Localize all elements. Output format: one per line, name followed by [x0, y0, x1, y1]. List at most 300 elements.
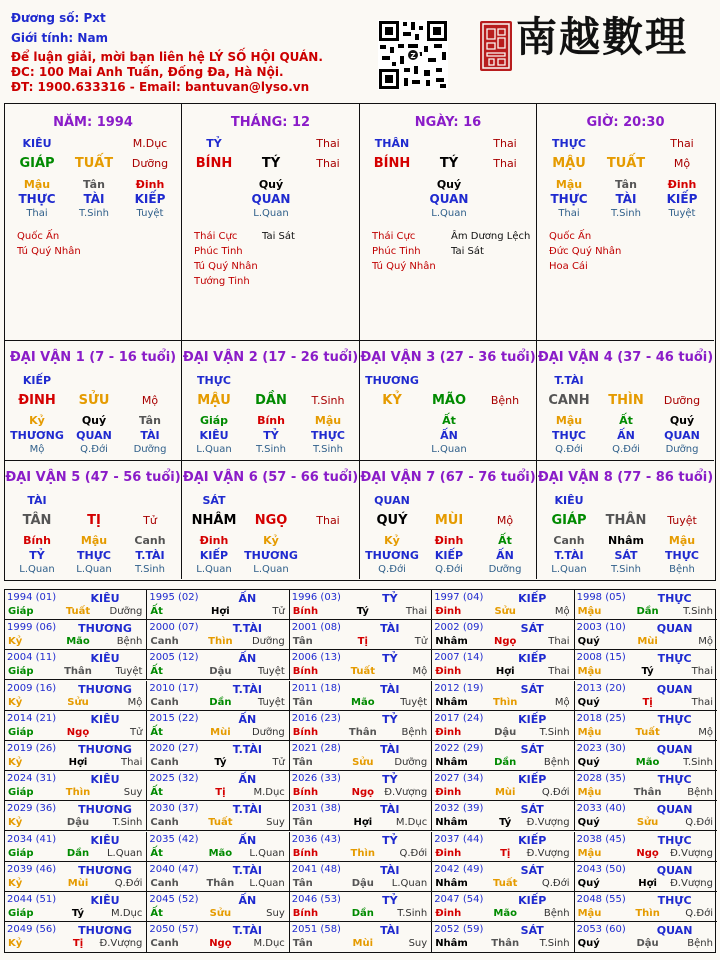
year-god: ẤN — [238, 712, 257, 726]
year-label: 1995 (02) — [149, 592, 199, 603]
hidden-god: THỰC — [311, 429, 345, 442]
year-god: TÀI — [380, 682, 400, 696]
year-cell — [5, 711, 147, 741]
dai-van-stem: KỶ — [382, 393, 402, 408]
year-label: 2032 (39) — [434, 803, 484, 815]
year-label: 2049 (56) — [7, 924, 57, 936]
hidden-stem: Bính — [257, 414, 285, 427]
year-label: 2005 (12) — [149, 652, 199, 664]
year-stem: Quý — [577, 696, 600, 708]
year-branch: Tý — [214, 757, 227, 768]
year-branch: Ngọ — [209, 938, 232, 950]
year-phase: Dưỡng — [251, 636, 285, 648]
year-label: 2048 (55) — [576, 894, 626, 905]
year-cell — [432, 620, 574, 650]
year-god: TÀI — [380, 924, 400, 938]
special-star: Tú Quý Nhân — [372, 261, 436, 272]
year-cell — [432, 741, 574, 771]
dai-van-branch: TỊ — [87, 513, 101, 528]
year-stem: Ất — [150, 787, 163, 799]
hidden-stem: Tân — [139, 414, 161, 427]
hidden-god: TỶ — [263, 429, 279, 442]
special-star: Âm Dương Lệch — [451, 231, 531, 242]
year-phase: Mộ — [698, 636, 713, 648]
year-branch: Mão — [66, 636, 90, 648]
special-star: Hoa Cái — [549, 261, 588, 272]
year-cell — [575, 922, 717, 952]
year-phase: Bệnh — [543, 908, 570, 919]
hidden-god: TÀI — [140, 429, 160, 442]
year-stem: Quý — [577, 938, 600, 950]
year-cell — [575, 862, 717, 892]
hidden-god: QUAN — [76, 429, 112, 442]
year-branch: Dần — [209, 696, 232, 708]
dai-van-branch: MÙI — [434, 513, 464, 528]
dai-van-title: ĐẠI VẬN 3 (27 - 36 tuổi) — [360, 350, 536, 365]
pillar-cell — [537, 104, 714, 341]
hidden-god: KIÊU — [199, 429, 229, 442]
year-branch: Thìn — [350, 847, 376, 859]
dai-van-cell — [537, 461, 714, 579]
year-cell — [290, 771, 432, 801]
year-cell — [5, 771, 147, 801]
year-branch: Mùi — [210, 726, 231, 738]
contact-intro: Để luận giải, mời bạn liên hệ LÝ SỐ HỘI QUÁN. — [11, 50, 323, 64]
year-phase: Bệnh — [116, 636, 143, 648]
year-cell — [432, 681, 574, 711]
hidden-phase: Mộ — [29, 444, 45, 455]
pillar-stem-god: THÂN — [374, 137, 410, 150]
year-stem: Nhâm — [435, 636, 468, 648]
year-label: 2016 (23) — [291, 712, 341, 724]
year-stem: Tân — [292, 817, 313, 829]
year-stem: Giáp — [8, 726, 34, 738]
year-cell — [290, 801, 432, 831]
hidden-phase: L.Quan — [196, 444, 232, 455]
special-star: Tú Quý Nhân — [194, 261, 258, 272]
year-god: SÁT — [520, 924, 544, 938]
year-cell — [575, 832, 717, 862]
year-god: KIẾP — [518, 833, 547, 847]
hidden-god: THƯƠNG — [244, 549, 298, 562]
hidden-phase: L.Quan — [431, 444, 467, 455]
year-cell — [5, 922, 147, 952]
year-branch: Hợi — [353, 817, 373, 829]
logo: 南越數理 — [516, 13, 688, 61]
hidden-stem: Kỷ — [384, 534, 400, 547]
dai-van-branch: NGỌ — [254, 513, 288, 528]
year-god: SÁT — [520, 803, 544, 817]
year-label: 2040 (47) — [149, 863, 199, 875]
year-god: TỶ — [382, 894, 398, 907]
address: ĐC: 100 Mai Anh Tuấn, Đống Đa, Hà Nội. — [11, 65, 284, 79]
year-label: 1996 (03) — [291, 592, 341, 603]
pillar-title: NGÀY: 16 — [414, 115, 482, 130]
year-label: 2037 (44) — [434, 833, 484, 845]
year-label: 2002 (09) — [434, 622, 484, 634]
year-label: 2022 (29) — [434, 743, 484, 754]
hidden-god: THỰC — [552, 429, 586, 442]
year-phase: Q.Đới — [685, 817, 713, 829]
year-cell — [147, 832, 289, 862]
year-stem: Kỷ — [8, 636, 23, 648]
owner-name: Đương số: Pxt — [11, 11, 106, 25]
year-cell — [290, 650, 432, 680]
year-label: 2036 (43) — [291, 833, 341, 845]
hidden-stem: Kỷ — [29, 414, 45, 427]
hidden-stem: Quý — [436, 178, 462, 191]
hidden-god: QUAN — [664, 429, 700, 442]
dai-van-god: THỰC — [197, 374, 231, 387]
year-cell — [5, 590, 147, 620]
hidden-phase: L.Quan — [253, 208, 289, 219]
year-god: KIẾP — [518, 652, 547, 666]
year-stem: Bính — [292, 726, 319, 738]
year-stem: Đinh — [435, 787, 462, 799]
year-phase: Q.Đới — [541, 877, 570, 889]
year-cell — [5, 620, 147, 650]
hidden-phase: L.Quan — [551, 564, 587, 575]
pillar-phase: Thai — [493, 157, 517, 170]
year-branch: Tị — [215, 787, 226, 799]
year-label: 2009 (16) — [7, 682, 57, 694]
year-branch: Thìn — [492, 696, 518, 708]
year-cell — [575, 771, 717, 801]
year-branch: Tý — [71, 908, 85, 919]
year-god: TỶ — [382, 833, 398, 847]
year-cell — [5, 681, 147, 711]
year-label: 2035 (42) — [149, 833, 199, 845]
pillar-phase: Dưỡng — [131, 157, 169, 170]
year-phase: Đ.Vượng — [526, 847, 570, 859]
year-god: KIẾP — [518, 773, 547, 787]
year-phase: Dưỡng — [394, 757, 428, 768]
year-cell — [432, 650, 574, 680]
year-phase: T.Sinh — [683, 606, 713, 617]
year-label: 2046 (53) — [291, 894, 341, 905]
year-phase: M.Dục — [111, 908, 143, 919]
year-stem: Bính — [292, 606, 319, 617]
year-god: THƯƠNG — [78, 622, 132, 636]
special-star: Thái Cực — [194, 231, 238, 242]
year-cell — [290, 741, 432, 771]
year-label: 2027 (34) — [434, 773, 484, 785]
dai-van-branch: SỬU — [78, 393, 110, 408]
year-phase: Q.Đới — [114, 877, 143, 889]
seal-stamp-icon — [479, 20, 513, 72]
special-star: Quốc Ấn — [549, 231, 592, 242]
year-branch: Dần — [494, 757, 517, 768]
year-cell — [147, 711, 289, 741]
year-stem: Đinh — [435, 908, 462, 919]
year-god: TỶ — [382, 712, 398, 726]
year-god: KIÊU — [90, 894, 120, 907]
year-stem: Bính — [292, 666, 319, 678]
year-branch: Sửu — [494, 606, 516, 617]
special-stars-right — [262, 229, 295, 244]
year-branch: Sửu — [636, 817, 659, 829]
hidden-god: ẤN — [496, 549, 514, 562]
hidden-stem: Quý — [669, 414, 695, 427]
year-stem: Mậu — [577, 787, 602, 799]
year-stem: Canh — [150, 636, 179, 648]
year-stem: Đinh — [435, 606, 462, 617]
year-phase: Tuyệt — [257, 666, 285, 678]
year-god: THƯƠNG — [78, 924, 132, 938]
year-cell — [5, 801, 147, 831]
year-god: KIÊU — [90, 712, 120, 726]
dai-van-cell — [537, 341, 714, 461]
year-cell — [5, 892, 147, 922]
year-phase: M.Dục — [395, 817, 428, 829]
year-label: 2015 (22) — [149, 712, 199, 724]
year-label: 2042 (49) — [434, 863, 484, 875]
year-phase: Đ.Vượng — [99, 938, 143, 950]
dai-van-stem: TÂN — [22, 513, 52, 528]
year-stem: Bính — [292, 908, 319, 919]
year-branch: Tuất — [635, 726, 660, 738]
year-branch: Thân — [348, 726, 377, 738]
pillar-title: THÁNG: 12 — [230, 115, 311, 130]
year-stem: Kỷ — [8, 877, 23, 889]
year-phase: L.Quan — [106, 847, 143, 859]
pillar-cell — [360, 104, 537, 341]
year-branch: Hợi — [211, 606, 230, 617]
year-branch: Hợi — [495, 666, 515, 678]
hidden-god: KIẾP — [666, 192, 698, 206]
year-cell — [290, 862, 432, 892]
dai-van-phase: T.Sinh — [311, 394, 345, 407]
hidden-phase: Q.Đới — [378, 564, 406, 575]
pillar-stem-god: THỰC — [552, 137, 586, 150]
special-star: Phúc Tinh — [372, 246, 421, 257]
year-label: 2014 (21) — [7, 712, 57, 724]
hidden-stem: Mậu — [23, 178, 51, 191]
dai-van-phase: Thai — [316, 514, 340, 527]
year-god: T.TÀI — [232, 622, 263, 636]
year-stem: Mậu — [577, 908, 602, 919]
special-stars-right — [451, 229, 530, 259]
year-stem: Canh — [150, 938, 179, 950]
year-god: T.TÀI — [232, 682, 263, 696]
year-stem: Mậu — [577, 606, 602, 617]
year-branch: Dần — [351, 908, 374, 919]
hidden-god: SÁT — [614, 549, 638, 562]
hidden-phase: Q.Đới — [80, 444, 108, 455]
year-stem: Quý — [577, 817, 600, 829]
year-phase: Mộ — [412, 666, 428, 678]
pillar-top-phase: M.Dục — [132, 137, 168, 150]
hidden-stem: Đinh — [135, 178, 165, 191]
year-god: KIÊU — [90, 833, 120, 847]
dai-van-god: T.TÀI — [554, 374, 584, 387]
year-god: T.TÀI — [232, 863, 263, 877]
hidden-stem: Bính — [23, 534, 51, 547]
special-stars-left — [194, 229, 258, 289]
year-phase: Q.Đới — [541, 787, 570, 799]
special-star: Quốc Ấn — [17, 231, 60, 242]
year-phase: Đ.Vượng — [670, 877, 713, 889]
year-phase: Suy — [408, 938, 428, 950]
year-label: 2019 (26) — [7, 743, 57, 754]
year-branch: Dần — [636, 606, 659, 617]
year-label: 2053 (60) — [576, 924, 626, 936]
year-branch: Dậu — [494, 726, 517, 738]
special-stars-left — [549, 229, 621, 274]
year-label: 2028 (35) — [576, 773, 626, 785]
pillar-branch: TÝ — [439, 156, 459, 171]
hidden-phase: T.Sinh — [79, 208, 109, 219]
year-label: 2030 (37) — [149, 803, 199, 815]
year-branch: Tuất — [493, 877, 518, 889]
year-stem: Canh — [150, 877, 179, 889]
hidden-stem: Canh — [134, 534, 166, 547]
pillar-branch: TUẤT — [74, 156, 114, 171]
year-branch: Tị — [642, 696, 653, 708]
dai-van-branch: THÂN — [605, 513, 647, 528]
hidden-stem: Quý — [258, 178, 284, 191]
dai-van-stem: CANH — [548, 393, 590, 408]
year-label: 2023 (30) — [576, 743, 626, 754]
dai-van-god: THƯƠNG — [365, 374, 419, 387]
dai-van-title: ĐẠI VẬN 8 (77 - 86 tuổi) — [537, 470, 714, 485]
yearly-luck-table — [4, 589, 716, 953]
year-label: 2004 (11) — [7, 652, 57, 664]
year-cell — [290, 832, 432, 862]
year-cell — [432, 711, 574, 741]
year-stem: Tân — [292, 877, 313, 889]
year-stem: Nhâm — [435, 696, 468, 708]
hidden-god: THƯƠNG — [10, 429, 64, 442]
year-cell — [575, 620, 717, 650]
dai-van-god: TÀI — [27, 494, 47, 507]
year-branch: Dậu — [209, 666, 232, 678]
year-branch: Thân — [64, 666, 92, 678]
year-label: 1998 (05) — [576, 592, 626, 603]
hidden-stem: Kỷ — [263, 534, 279, 547]
hidden-phase: L.Quan — [431, 208, 467, 219]
year-cell — [290, 590, 432, 620]
dai-van-cell — [360, 461, 537, 579]
year-cell — [432, 892, 574, 922]
year-phase: Mộ — [554, 606, 570, 617]
dai-van-title: ĐẠI VẬN 6 (57 - 66 tuổi) — [182, 470, 359, 485]
pillar-phase: Thai — [316, 157, 340, 170]
year-stem: Giáp — [8, 908, 34, 919]
year-label: 2038 (45) — [576, 833, 626, 845]
hidden-stem: Đinh — [199, 534, 229, 547]
year-stem: Quý — [577, 757, 600, 768]
year-cell — [147, 771, 289, 801]
hidden-stem: Đinh — [667, 178, 697, 191]
year-phase: Dưỡng — [109, 606, 143, 617]
year-phase: Tuyệt — [115, 666, 143, 678]
dai-van-stem: MẬU — [197, 393, 231, 408]
hidden-god: QUAN — [429, 192, 469, 206]
year-branch: Sửu — [352, 757, 374, 768]
year-stem: Tân — [292, 757, 313, 768]
hidden-god: T.TÀI — [554, 549, 584, 562]
year-god: T.TÀI — [232, 924, 263, 938]
year-stem: Canh — [150, 757, 179, 768]
hidden-stem: Mậu — [314, 414, 342, 427]
dai-van-cell — [360, 341, 537, 461]
dai-van-cell — [182, 461, 360, 579]
year-cell — [147, 922, 289, 952]
year-cell — [147, 801, 289, 831]
hidden-stem: Mậu — [555, 178, 583, 191]
year-cell — [290, 922, 432, 952]
dai-van-phase: Tử — [143, 514, 157, 527]
year-branch: Tuất — [65, 606, 91, 617]
year-phase: Q.Đới — [399, 847, 428, 859]
year-label: 2006 (13) — [291, 652, 341, 664]
year-label: 2012 (19) — [434, 682, 484, 694]
hidden-stem: Ất — [442, 414, 456, 427]
dai-van-phase: Tuyệt — [667, 514, 697, 527]
year-label: 2029 (36) — [7, 803, 57, 815]
year-phase: L.Quan — [249, 847, 285, 859]
qr-code-icon — [378, 20, 448, 90]
year-stem: Kỷ — [8, 757, 23, 768]
year-god: TÀI — [380, 803, 400, 817]
year-cell — [290, 681, 432, 711]
year-phase: Tuyệt — [257, 696, 285, 708]
hidden-phase: L.Quan — [76, 564, 112, 575]
year-phase: Thai — [691, 696, 713, 708]
year-god: THƯƠNG — [78, 682, 132, 696]
special-star: Phúc Tinh — [194, 246, 243, 257]
year-stem: Canh — [150, 696, 179, 708]
hidden-phase: L.Quan — [196, 564, 232, 575]
pillar-branch: TUẤT — [606, 156, 646, 171]
year-cell — [147, 650, 289, 680]
hidden-god: ẤN — [617, 429, 635, 442]
year-phase: Đ.Vượng — [670, 847, 713, 859]
year-god: THỰC — [657, 894, 692, 907]
pillar-cell — [182, 104, 360, 341]
year-cell — [575, 650, 717, 680]
year-god: THỰC — [657, 712, 692, 726]
year-stem: Mậu — [577, 847, 602, 859]
year-branch: Tý — [641, 666, 654, 678]
year-branch: Thân — [491, 938, 520, 950]
year-stem: Nhâm — [435, 938, 468, 950]
year-label: 2043 (50) — [576, 863, 626, 875]
hidden-stem: Mậu — [80, 534, 108, 547]
pillar-top-phase: Thai — [670, 137, 694, 150]
pillar-phase: Mộ — [673, 157, 691, 170]
pillar-stem: BÍNH — [195, 156, 233, 171]
year-label: 2013 (20) — [576, 682, 626, 694]
year-phase: Tử — [272, 606, 285, 617]
year-god: ẤN — [238, 833, 257, 847]
year-god: THỰC — [657, 833, 692, 847]
year-phase: T.Sinh — [539, 726, 570, 738]
year-cell — [147, 590, 289, 620]
year-phase: T.Sinh — [683, 757, 713, 768]
year-label: 2044 (51) — [7, 894, 57, 905]
year-stem: Kỷ — [8, 696, 23, 708]
year-branch: Tị — [72, 938, 84, 950]
hidden-phase: Dưỡng — [488, 564, 522, 575]
year-phase: Mộ — [698, 726, 713, 738]
year-cell — [5, 741, 147, 771]
year-god: KIÊU — [90, 773, 120, 787]
year-label: 2039 (46) — [7, 863, 57, 875]
year-stem: Ất — [150, 726, 163, 738]
hidden-phase: L.Quan — [253, 564, 289, 575]
